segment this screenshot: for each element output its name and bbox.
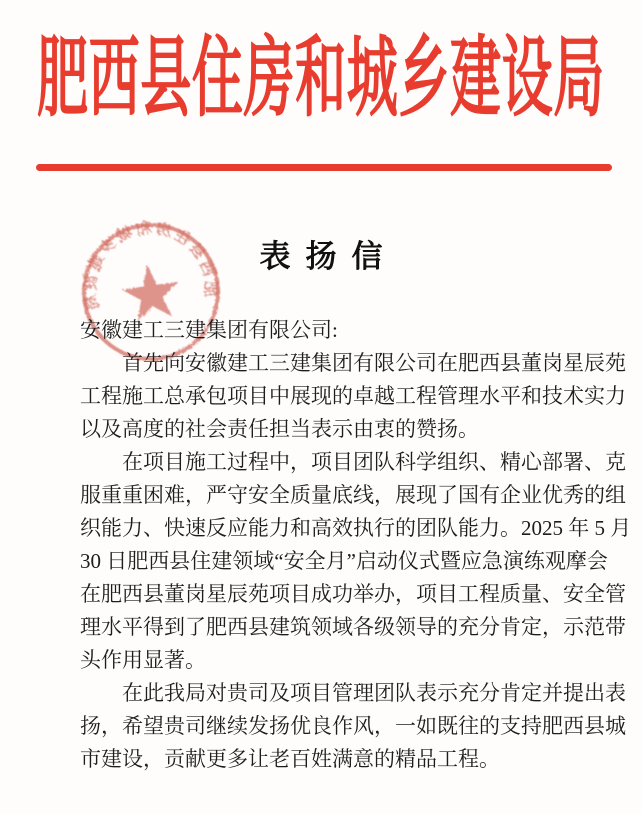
body-line: 工程施工总承包项目中展现的卓越工程管理水平和技术实力 xyxy=(80,384,626,408)
body-line: 服重重困难，严守安全质量底线，展现了国有企业优秀的组 xyxy=(80,483,626,507)
agency-letterhead: 肥西县住房和城乡建设局 xyxy=(37,31,605,128)
body-line: 30 日肥西县住建领域“安全月”启动仪式暨应急演练观摩会 xyxy=(80,549,608,573)
body-line: 织能力、快速反应能力和高效执行的团队能力。2025 年 5 月 xyxy=(80,516,632,540)
body-line: 市建设，贡献更多让老百姓满意的精品工程。 xyxy=(80,747,500,771)
letter-body xyxy=(80,314,632,776)
body-line: 理水平得到了肥西县建筑领域各级领导的充分肯定，示范带 xyxy=(80,615,626,639)
letter-title: 表扬信 xyxy=(259,239,398,274)
body-line: 在肥西县董岗星辰苑项目成功举办，项目工程质量、安全管 xyxy=(80,582,626,606)
body-line: 扬，希望贵司继续发扬优良作风，一如既往的支持肥西县城 xyxy=(80,714,626,738)
letterhead-rule xyxy=(36,164,612,171)
seal-arc-text: 肥西县住房和城乡建设局 xyxy=(81,219,219,315)
body-line: 在此我局对贵司及项目管理团队表示充分肯定并提出表 xyxy=(122,681,626,705)
body-line: 在项目施工过程中，项目团队科学组织、精心部署、克 xyxy=(122,450,626,474)
salutation: 安徽建工三建集团有限公司: xyxy=(80,318,338,342)
body-line: 首先向安徽建工三建集团有限公司在肥西县董岗星辰苑 xyxy=(122,351,626,375)
body-line: 头作用显著。 xyxy=(80,648,206,672)
body-line: 以及高度的社会责任担当表示由衷的赞扬。 xyxy=(80,417,479,441)
